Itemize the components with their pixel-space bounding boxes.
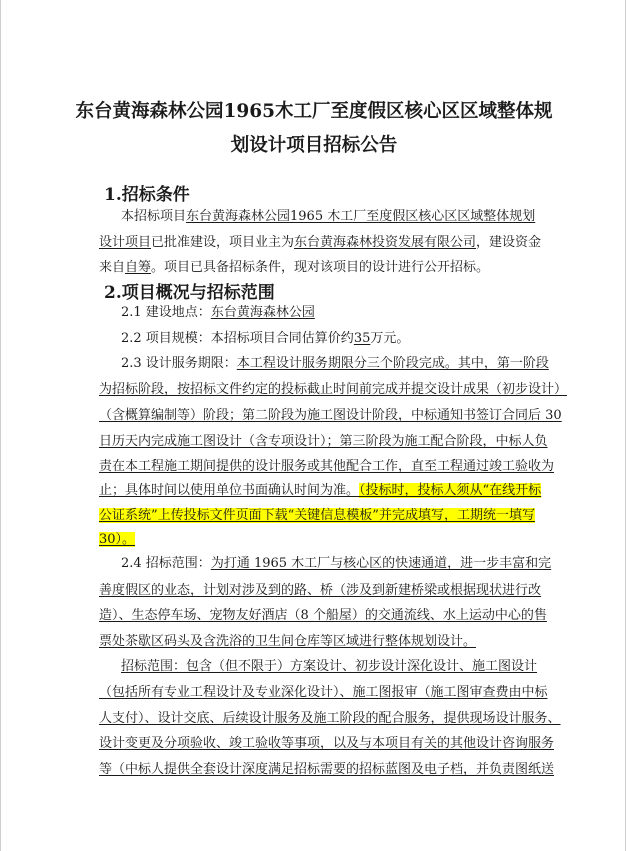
paragraph-line: 日历天内完成施工图设计（含专项设计）；第三阶段为施工配合阶段，中标人负 [99,434,548,449]
paragraph-line: 设计项目已批准建设，项目业主为东台黄海森林投资发展有限公司，建设资金 [99,235,542,250]
paragraph-line: （含概算编制等）阶段；第二阶段为施工图设计阶段，中标通知书签订合同后 30 [99,408,562,423]
document-title-line-1: 东台黄海森林公园1965木工厂至度假区核心区区域整体规 [75,101,553,122]
paragraph-line: 本招标项目东台黄海森林公园1965 木工厂至度假区核心区区域整体规划 [121,209,536,224]
owner-name: 东台黄海森林投资发展有限公司 [294,235,477,250]
project-scale: 2.2 项目规模：本招标项目合同估算价约35万元。 [121,331,410,346]
paragraph-line: 来自自筹。项目已具备招标条件，现对该项目的设计进行公开招标。 [99,260,490,275]
section-2-heading: 2.项目概况与招标范围 [104,283,275,303]
paragraph-line: 造）、生态停车场、宠物友好酒店（8 个船屋）的交通流线、水上运动中心的售 [99,608,547,623]
highlighted-note: 30）。 [99,532,136,547]
document-title-line-2: 划设计项目招标公告 [230,135,398,156]
paragraph-line: 为招标阶段，按招标文件约定的投标截止时间前完成并提交设计成果（初步设计） [99,382,568,397]
tender-scope-intro: 2.4 招标范围：为打通 1965 木工厂与核心区的快速通道，进一步丰富和完 [121,556,552,571]
tender-scope-detail: 招标范围：包含（但不限于）方案设计、初步设计深化设计、施工图设计 [121,659,538,674]
paragraph-line: 止；具体时间以使用单位书面确认时间为准。（投标时，投标人须从“在线开标 [99,483,542,498]
paragraph-line: 等（中标人提供全套设计深度满足招标需要的招标蓝图及电子档，并负责图纸送 [99,762,555,777]
paragraph-line: 票处茶歇区码头及含洗浴的卫生间仓库等区域进行整体规划设计。 [99,634,477,649]
section-1-heading: 1.招标条件 [104,185,190,205]
paragraph-line [99,531,135,548]
funding-source: 自筹 [125,260,152,275]
paragraph-line: 设计变更及分项验收、竣工验收等事项，以及与本项目有关的其他设计咨询服务 [99,736,555,751]
paragraph-line: 责在本工程施工期间提供的设计服务或其他配合工作，直至工程通过竣工验收为 [99,459,555,474]
highlighted-note: 公证系统”上传投标文件页面下载“关键信息模板”并完成填写，工期统一填写 [99,508,535,523]
service-period: 2.3 设计服务期限：本工程设计服务期限分三个阶段完成。其中，第一阶段 [121,356,549,371]
paragraph-line: 善度假区的业态，计划对涉及到的路、桥（涉及到新建桥梁或根据现状进行改 [99,583,542,598]
paragraph-line: （包括所有专业工程设计及专业深化设计）、施工图报审（施工图审查费由中标 [99,685,548,700]
highlighted-note: （投标时，投标人须从“在线开标 [359,483,542,498]
project-name: 东台黄海森林公园1965 木工厂至度假区核心区区域整体规划 [186,209,536,224]
construction-site: 2.1 建设地点：东台黄海森林公园 [121,305,315,320]
paragraph-line: 人支付）、设计交底、后续设计服务及施工阶段的配合服务，提供现场设计服务、 [99,711,561,726]
paragraph-line [99,507,535,524]
